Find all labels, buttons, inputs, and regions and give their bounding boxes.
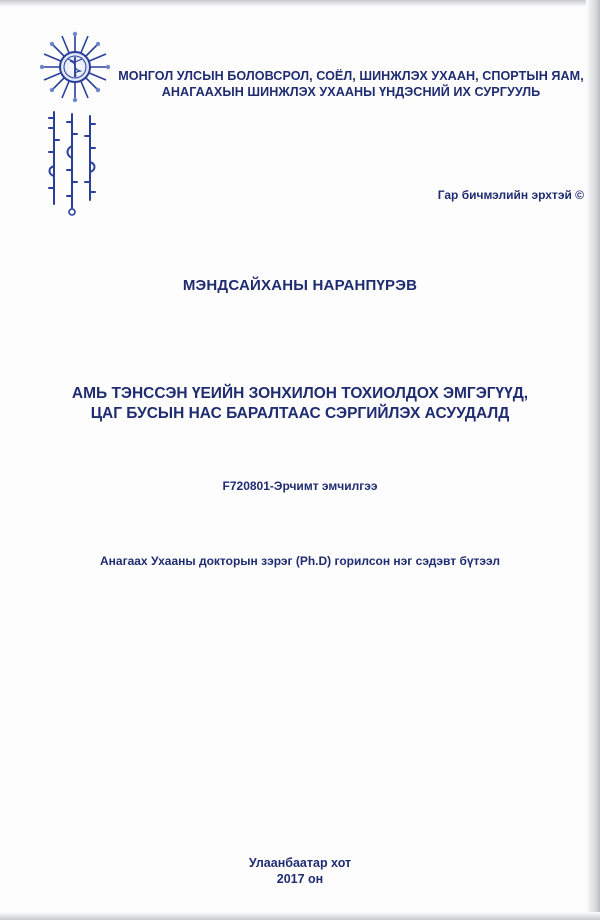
place-and-year — [0, 855, 600, 887]
university-emblem-icon — [40, 28, 110, 110]
copyright-notice: Гар бичмэлийн эрхтэй © — [437, 188, 584, 202]
place: Улаанбаатар хот — [248, 856, 352, 870]
institution-heading — [116, 68, 586, 100]
dissertation-title — [20, 384, 580, 424]
institution-line-1: МОНГОЛ УЛСЫН БОЛОВСРОЛ, СОЁЛ, ШИНЖЛЭХ УХААН, СПОРТЫН ЯАМ, — [118, 69, 584, 83]
institution-line-2: АНАГААХЫН ШИНЖЛЭХ УХААНЫ ҮНДЭСНИЙ ИХ СУРГУУЛЬ — [161, 85, 541, 99]
author-name: МЭНДСАЙХАНЫ НАРАНПҮРЭВ — [182, 277, 418, 294]
scan-edge-right — [586, 0, 600, 920]
degree-statement: Анагаах Ухааны докторын зэрэг (Ph.D) горилсон нэг сэдэвт бүтээл — [100, 554, 500, 568]
title-line-2: ЦАГ БУСЫН НАС БАРАЛТААС СЭРГИЙЛЭХ АСУУДАЛД — [90, 405, 510, 422]
specialty-code: F720801-Эрчимт эмчилгээ — [222, 479, 378, 493]
scan-edge-bottom — [0, 912, 600, 920]
year: 2017 он — [276, 872, 324, 886]
mongolian-script-inscription — [42, 108, 110, 218]
title-line-1: АМЬ ТЭНССЭН ҮЕИЙН ЗОНХИЛОН ТОХИОЛДОХ ЭМГЭГҮҮД, — [71, 385, 529, 402]
scan-edge-top — [0, 0, 600, 7]
